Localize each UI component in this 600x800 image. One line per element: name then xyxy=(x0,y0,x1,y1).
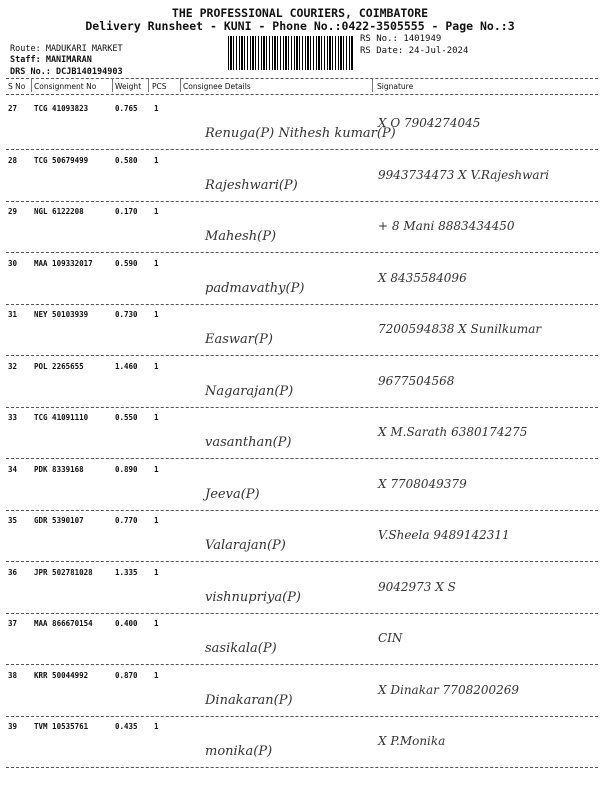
row-sno: 39 xyxy=(8,722,18,731)
row-pcs: 1 xyxy=(154,722,159,731)
row-weight: 0.870 xyxy=(115,671,138,680)
row-sno: 36 xyxy=(8,568,18,577)
row-pcs: 1 xyxy=(154,207,159,216)
row-weight: 0.765 xyxy=(115,104,138,113)
row-consignment: PDK 8339168 xyxy=(34,465,84,474)
row-weight: 0.550 xyxy=(115,413,138,422)
row-sno: 35 xyxy=(8,516,18,525)
col-sno: S No xyxy=(8,82,26,91)
row-divider xyxy=(6,767,598,768)
consignee-name: sasikala(P) xyxy=(205,641,277,656)
col-signature: Signature xyxy=(377,82,414,91)
consignee-name: Jeeva(P) xyxy=(205,487,260,502)
consignee-name: vishnupriya(P) xyxy=(205,590,301,605)
row-pcs: 1 xyxy=(154,104,159,113)
row-sno: 37 xyxy=(8,619,18,628)
consignee-name: Rajeshwari(P) xyxy=(205,178,298,193)
row-pcs: 1 xyxy=(154,619,159,628)
row-sno: 33 xyxy=(8,413,18,422)
row-consignment: MAA 866670154 xyxy=(34,619,93,628)
consignee-name: Valarajan(P) xyxy=(205,538,286,553)
header-top-rule xyxy=(6,78,598,79)
row-divider xyxy=(6,355,598,356)
row-divider xyxy=(6,613,598,614)
row-consignment: JPR 502781028 xyxy=(34,568,93,577)
row-consignment: MAA 109332017 xyxy=(34,259,93,268)
col-pcs: PCS xyxy=(152,82,167,91)
row-pcs: 1 xyxy=(154,465,159,474)
row-weight: 0.170 xyxy=(115,207,138,216)
row-sno: 34 xyxy=(8,465,18,474)
row-pcs: 1 xyxy=(154,568,159,577)
row-divider xyxy=(6,407,598,408)
row-sno: 28 xyxy=(8,156,18,165)
signature: X Dinakar 7708200269 xyxy=(378,683,520,697)
row-weight: 0.580 xyxy=(115,156,138,165)
row-divider xyxy=(6,304,598,305)
row-divider xyxy=(6,561,598,562)
consignee-name: Renuga(P) Nithesh kumar(P) xyxy=(205,126,396,141)
row-divider xyxy=(6,149,598,150)
signature: 9943734473 X V.Rajeshwari xyxy=(378,168,550,182)
row-weight: 0.590 xyxy=(115,259,138,268)
consignee-name: Nagarajan(P) xyxy=(205,384,294,399)
row-pcs: 1 xyxy=(154,156,159,165)
row-consignment: GDR 5390107 xyxy=(34,516,84,525)
signature: CIN xyxy=(378,631,403,645)
row-sno: 29 xyxy=(8,207,18,216)
row-consignment: POL 2265655 xyxy=(34,362,84,371)
signature: 9677504568 xyxy=(378,374,455,388)
row-consignment: TVM 10535761 xyxy=(34,722,89,731)
route-label: Route: MADUKARI MARKET xyxy=(10,44,123,54)
signature: X 8435584096 xyxy=(378,271,467,285)
row-sno: 27 xyxy=(8,104,18,113)
row-consignment: TCG 41093823 xyxy=(34,104,89,113)
signature: + 8 Mani 8883434450 xyxy=(378,219,515,233)
rs-date: RS Date: 24-Jul-2024 xyxy=(360,46,469,56)
runsheet-subtitle: Delivery Runsheet - KUNI - Phone No.:0422-3505555 - Page No.:3 xyxy=(85,19,515,33)
row-pcs: 1 xyxy=(154,362,159,371)
signature: 7200594838 X Sunilkumar xyxy=(378,322,542,336)
signature: X O 7904274045 xyxy=(378,116,481,130)
consignee-name: Easwar(P) xyxy=(205,332,273,347)
staff-label: Staff: MANIMARAN xyxy=(10,55,92,65)
col-divider xyxy=(180,78,181,92)
signature: 9042973 X S xyxy=(378,580,456,594)
row-divider xyxy=(6,458,598,459)
row-weight: 0.730 xyxy=(115,310,138,319)
col-weight: Weight xyxy=(115,82,142,91)
row-weight: 1.335 xyxy=(115,568,138,577)
row-pcs: 1 xyxy=(154,413,159,422)
col-consignment: Consignment No xyxy=(34,82,97,91)
row-divider xyxy=(6,664,598,665)
signature: X 7708049379 xyxy=(378,477,467,491)
row-consignment: NEY 50103939 xyxy=(34,310,89,319)
row-pcs: 1 xyxy=(154,310,159,319)
col-divider xyxy=(148,78,149,92)
consignee-name: monika(P) xyxy=(205,744,273,759)
row-pcs: 1 xyxy=(154,259,159,268)
row-consignment: NGL 6122208 xyxy=(34,207,84,216)
rs-no: RS No.: 1401949 xyxy=(360,34,442,44)
consignee-name: Dinakaran(P) xyxy=(205,693,293,708)
barcode xyxy=(228,36,354,70)
signature: X M.Sarath 6380174275 xyxy=(378,425,528,439)
consignee-name: Mahesh(P) xyxy=(205,229,277,244)
row-sno: 31 xyxy=(8,310,18,319)
consignee-name: vasanthan(P) xyxy=(205,435,292,450)
row-sno: 30 xyxy=(8,259,18,268)
row-divider xyxy=(6,201,598,202)
col-consignee: Consignee Details xyxy=(183,82,251,91)
col-divider xyxy=(112,78,113,92)
row-pcs: 1 xyxy=(154,516,159,525)
row-sno: 32 xyxy=(8,362,18,371)
row-divider xyxy=(6,510,598,511)
row-divider xyxy=(6,252,598,253)
row-weight: 0.435 xyxy=(115,722,138,731)
col-divider xyxy=(372,78,373,92)
col-divider xyxy=(31,78,32,92)
signature: X P.Monika xyxy=(378,734,446,748)
row-consignment: TCG 50679499 xyxy=(34,156,89,165)
row-weight: 0.770 xyxy=(115,516,138,525)
consignee-name: padmavathy(P) xyxy=(205,281,305,296)
row-consignment: TCG 41091110 xyxy=(34,413,89,422)
row-consignment: KRR 50044992 xyxy=(34,671,89,680)
row-pcs: 1 xyxy=(154,671,159,680)
row-weight: 0.400 xyxy=(115,619,138,628)
company-title: THE PROFESSIONAL COURIERS, COIMBATORE xyxy=(171,6,429,20)
header-bottom-rule xyxy=(6,94,598,95)
row-weight: 1.460 xyxy=(115,362,138,371)
signature: V.Sheela 9489142311 xyxy=(378,528,510,542)
row-divider xyxy=(6,716,598,717)
drs-label: DRS No.: DCJB140194903 xyxy=(10,67,123,77)
row-weight: 0.890 xyxy=(115,465,138,474)
row-sno: 38 xyxy=(8,671,18,680)
